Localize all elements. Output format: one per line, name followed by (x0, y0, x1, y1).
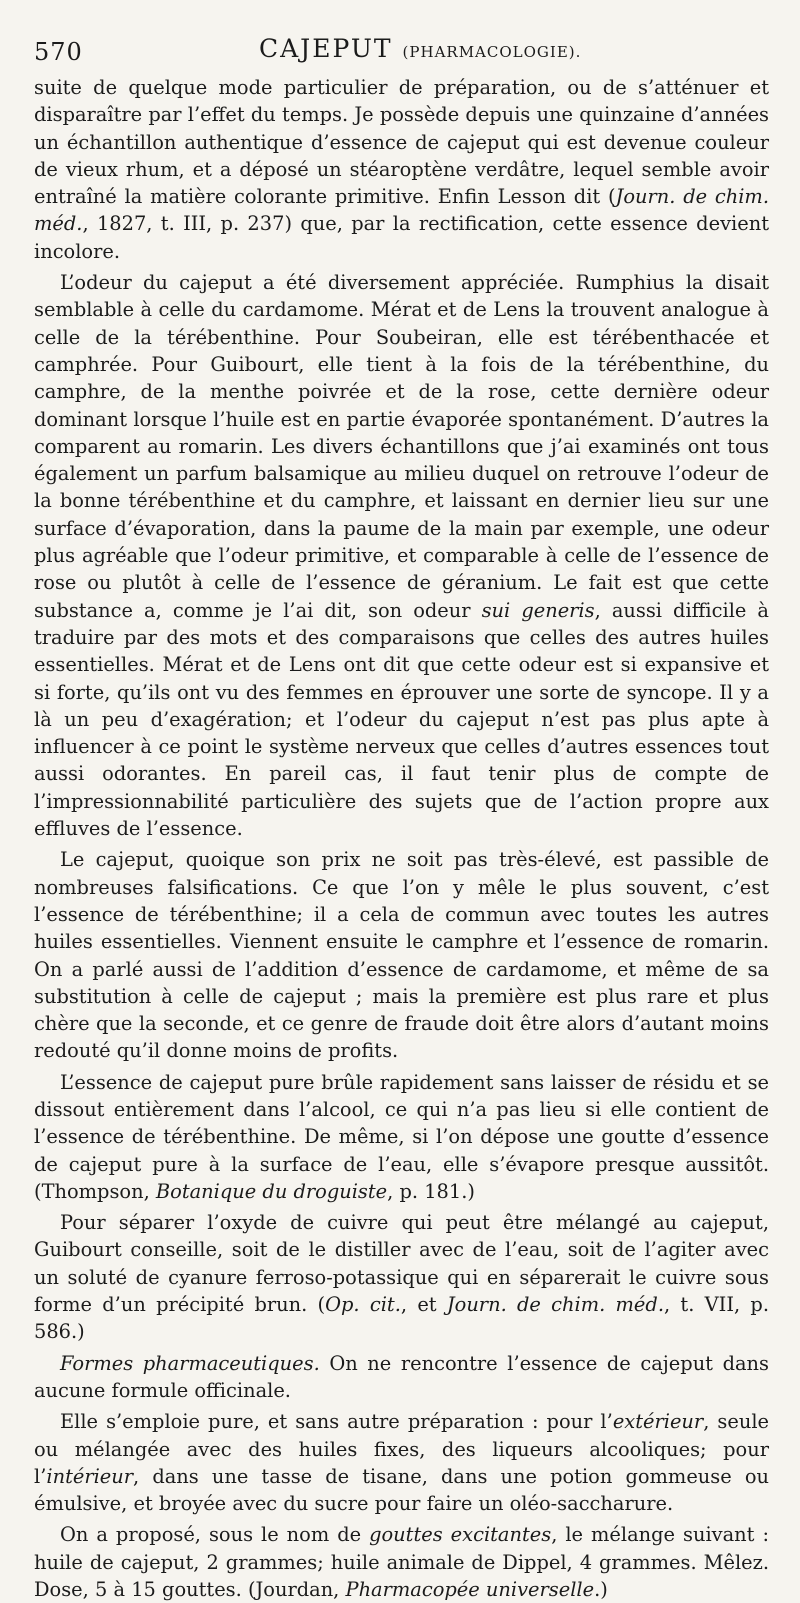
paragraph-8: On a proposé, sous le nom de gouttes excitantes, le mélange suivant : huile de cajeput, 2 grammes; huile animale de Dippel, 4 grammes. Mêlez. Dose, 5 à 15 gouttes. (Jourdan, Pharmacopée universelle.) (34, 1523, 769, 1602)
paragraph-6: Formes pharmaceutiques. On ne rencontre l’essence de cajeput dans aucune formule officinale. (34, 1351, 769, 1402)
page-number: 570 (34, 38, 83, 66)
running-title (259, 34, 581, 63)
body-text (34, 74, 769, 1603)
paragraph-3: Le cajeput, quoique son prix ne soit pas très-élevé, est passible de nombreuses falsifications. Ce que l’on y mêle le plus souvent, c’est l’essence de térébenthine; il a cela de commun avec toutes les autres huiles essentielles. Viennent ensuite le camphre et l’essence de romarin. On a parlé aussi de l’addition d’essence de cardamome, et même de sa substitution à celle de cajeput ; mais la première est plus rare et plus chère que la seconde, et ce genre de fraude doit être alors d’autant moins redouté qu’il donne moins de profits. (34, 848, 769, 1063)
running-header (34, 28, 766, 72)
paragraph-7: Elle s’emploie pure, et sans autre préparation : pour l’extérieur, seule ou mélangée avec des huiles fixes, des liqueurs alcooliques; pour l’intérieur, dans une tasse de tisane, dans une potion gommeuse ou émulsive, et broyée avec du sucre pour faire un oléo-saccharure. (34, 1410, 769, 1516)
paragraph-1: suite de quelque mode particulier de préparation, ou de s’atténuer et disparaître par l’effet du temps. Je possède depuis une quinzaine d’années un échantillon authentique d’essence de cajeput qui est devenue couleur de vieux rhum, et a déposé un stéaroptène verdâtre, lequel semble avoir entraîné la matière colorante primitive. Enfin Lesson dit (Journ. de chim. méd., 1827, t. III, p. 237) que, par la rectification, cette essence devient incolore. (34, 76, 769, 263)
running-title-main: CAJEPUT (259, 34, 393, 63)
paragraph-4: L’essence de cajeput pure brûle rapidement sans laisser de résidu et se dissout entièrement dans l’alcool, ce qui n’a pas lieu si elle contient de l’essence de térébenthine. De même, si l’on dépose une goutte d’essence de cajeput pure à la surface de l’eau, elle s’évapore presque aussitôt. (Thompson, Botanique du droguiste, p. 181.) (34, 1070, 769, 1203)
running-title-sub: (PHARMACOLOGIE). (402, 43, 582, 61)
paragraph-5: Pour séparer l’oxyde de cuivre qui peut être mélangé au cajeput, Guibourt conseille, soit de le distiller avec de l’eau, soit de l’agiter avec un soluté de cyanure ferroso-potassique qui en séparerait le cuivre sous forme d’un précipité brun. (Op. cit., et Journ. de chim. méd., t. VII, p. 586.) (34, 1211, 769, 1344)
paragraph-2: L’odeur du cajeput a été diversement appréciée. Rumphius la disait semblable à celle du cardamome. Mérat et de Lens la trouvent analogue à celle de la térébenthine. Pour Soubeiran, elle est térébenthacée et camphrée. Pour Guibourt, elle tient à la fois de la térébenthine, du camphre, de la menthe poivrée et de la rose, cette dernière odeur dominant lorsque l’huile est en partie évaporée spontanément. D’autres la comparent au romarin. Les divers échantillons que j’ai examinés ont tous également un parfum balsamique au milieu duquel on retrouve l’odeur de la bonne térébenthine et du camphre, et laissant en dernier lieu sur une surface d’évaporation, dans la paume de la main par exemple, une odeur plus agréable que l’odeur primitive, et comparable à celle de l’essence de rose ou plutôt à celle de l’essence de géranium. Le fait est que cette substance a, comme je l’ai dit, son odeur sui generis, aussi difficile à traduire par des mots et des comparaisons que celles des autres huiles essentielles. Mérat et de Lens ont dit que cette odeur est si expansive et si forte, qu’ils ont vu des femmes en éprouver une sorte de syncope. Il y a là un peu d’exagération; et l’odeur du cajeput n’est pas plus apte à influencer à ce point le système nerveux que celles d’autres essences tout aussi odorantes. En pareil cas, il faut tenir plus de compte de l’impressionnabilité particulière des sujets que de l’action propre aux effluves de l’essence. (34, 271, 769, 841)
